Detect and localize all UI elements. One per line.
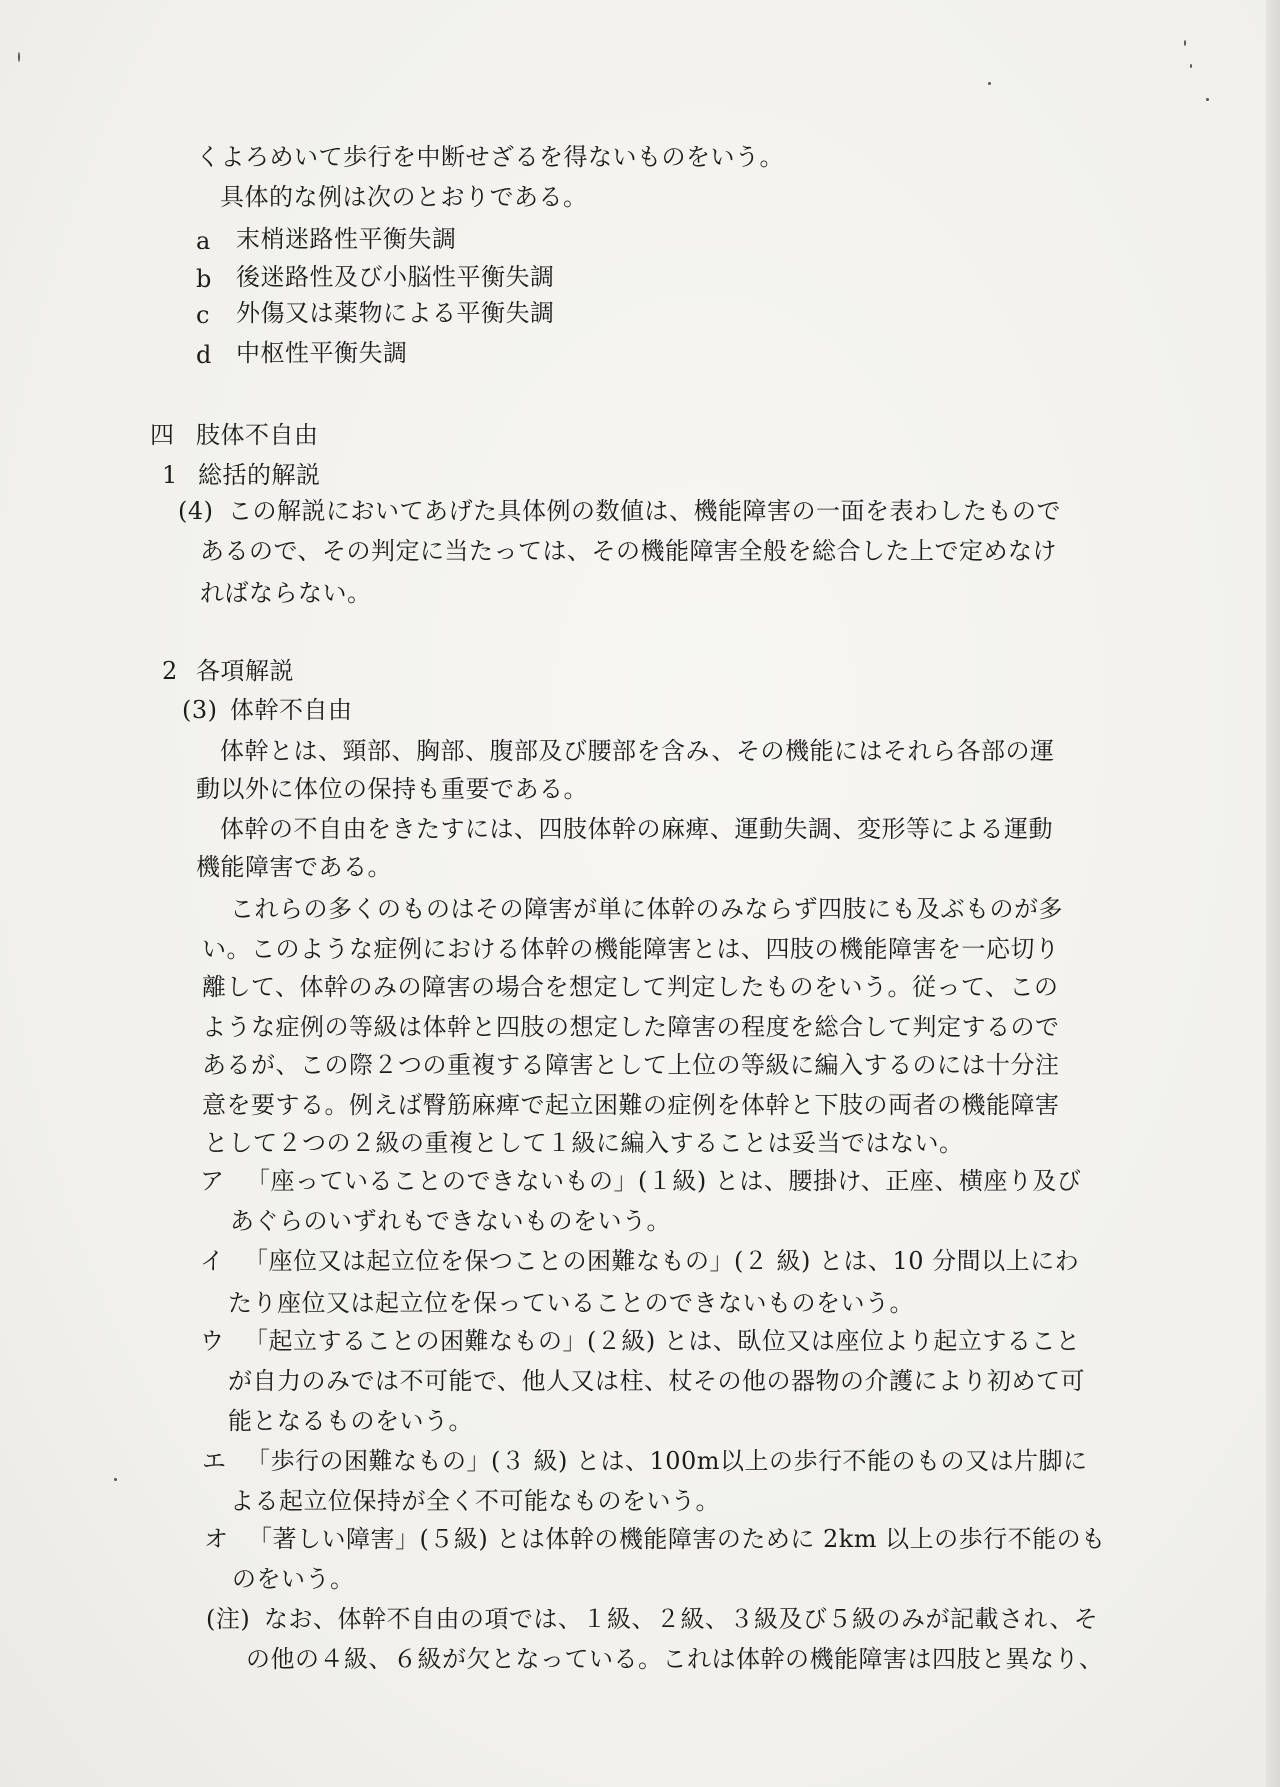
item-text-line: あるので、その判定に当たっては、その機能障害全般を総合した上で定めなけ: [200, 537, 1058, 565]
section-number: 四: [150, 421, 175, 449]
example-item: 末梢迷路性平衡失調: [236, 225, 457, 253]
example-marker: d: [196, 341, 212, 369]
grade-line: 「歩行の困難なもの」(３ 級) とは、100m以上の歩行不能のもの又は片脚に: [246, 1447, 1088, 1475]
body-line: として２つの２級の重複として１級に編入することは妥当ではない。: [204, 1129, 964, 1157]
item-text-line: この解説においてあげた具体例の数値は、機能障害の一面を表わしたもので: [228, 497, 1061, 525]
ink-speck: [18, 52, 20, 62]
note-line: の他の４級、６級が欠となっている。これは体幹の機能障害は四肢と異なり、: [246, 1645, 1104, 1673]
grade-line: 「座っていることのできないもの」(１級) とは、腰掛け、正座、横座り及び: [246, 1167, 1082, 1195]
ink-speck: [1184, 40, 1186, 46]
grade-marker: オ: [204, 1525, 229, 1553]
section-title: 肢体不自由: [196, 421, 319, 449]
item-marker: (4): [178, 497, 214, 525]
item-text-line: ればならない。: [200, 579, 372, 607]
ink-speck: [114, 1478, 117, 1481]
grade-line: あぐらのいずれもできないものをいう。: [230, 1207, 671, 1235]
subsection-number: 1: [162, 461, 178, 489]
grade-marker: ウ: [200, 1327, 225, 1355]
grade-line: 「座位又は起立位を保つことの困難なもの」(２ 級) とは、10 分間以上にわ: [244, 1247, 1080, 1275]
grade-marker: ア: [200, 1167, 225, 1195]
ink-speck: [1190, 64, 1192, 68]
subsection-title: 総括的解説: [198, 461, 321, 489]
ink-speck: [1206, 98, 1209, 101]
body-line: 動以外に体位の保持も重要である。: [196, 775, 588, 803]
example-marker: c: [196, 301, 210, 329]
grade-marker: イ: [200, 1247, 225, 1275]
body-line: い。このような症例における体幹の機能障害とは、四肢の機能障害を一応切り: [202, 935, 1060, 963]
body-line: 体幹とは、頸部、胸部、腹部及び腰部を含み、その機能にはそれら各部の運: [220, 737, 1055, 765]
subsection-number: 2: [162, 657, 178, 685]
item-title: 体幹不自由: [230, 696, 353, 724]
item-marker: (3): [182, 696, 218, 724]
grade-marker: エ: [202, 1447, 227, 1475]
subsection-title: 各項解説: [196, 657, 294, 685]
example-marker: b: [196, 265, 212, 293]
grade-line: のをいう。: [232, 1565, 355, 1593]
body-line: これらの多くのものはその障害が単に体幹のみならず四肢にも及ぶものが多: [230, 895, 1063, 923]
ink-speck: [988, 82, 991, 85]
body-line: あるが、この際２つの重複する障害として上位の等級に編入するのには十分注: [202, 1051, 1060, 1079]
example-item: 後迷路性及び小脳性平衡失調: [236, 263, 555, 291]
grade-line: 「著しい障害」(５級) とは体幹の機能障害のために 2km 以上の歩行不能のも: [248, 1525, 1106, 1553]
page-edge-shadow: [1266, 0, 1280, 1787]
continuation-line: くよろめいて歩行を中断せざるを得ないものをいう。: [196, 143, 784, 171]
grade-line: が自力のみでは不可能で、他人又は柱、杖その他の器物の介護により初めて可: [228, 1367, 1086, 1395]
body-line: 体幹の不自由をきたすには、四肢体幹の麻痺、運動失調、変形等による運動: [220, 815, 1053, 843]
grade-line: 「起立することの困難なもの」(２級) とは、臥位又は座位より起立すること: [244, 1327, 1081, 1355]
grade-line: よる起立位保持が全く不可能なものをいう。: [230, 1487, 720, 1515]
example-item: 中枢性平衡失調: [236, 339, 408, 367]
example-item: 外傷又は薬物による平衡失調: [236, 299, 555, 327]
note-marker: (注): [206, 1605, 251, 1633]
example-marker: a: [196, 227, 211, 255]
body-line: 離して、体幹のみの障害の場合を想定して判定したものをいう。従って、この: [202, 973, 1059, 1001]
body-line: ような症例の等級は体幹と四肢の想定した障害の程度を総合して判定するので: [202, 1013, 1060, 1041]
note-line: なお、体幹不自由の項では、１級、２級、３級及び５級のみが記載され、そ: [264, 1605, 1099, 1633]
grade-line: 能となるものをいう。: [228, 1407, 473, 1435]
grade-line: たり座位又は起立位を保っていることのできないものをいう。: [228, 1289, 914, 1317]
body-line: 意を要する。例えば臀筋麻痺で起立困難の症例を体幹と下肢の両者の機能障害: [202, 1091, 1060, 1119]
examples-intro: 具体的な例は次のとおりである。: [220, 183, 588, 211]
body-line: 機能障害である。: [196, 853, 392, 881]
